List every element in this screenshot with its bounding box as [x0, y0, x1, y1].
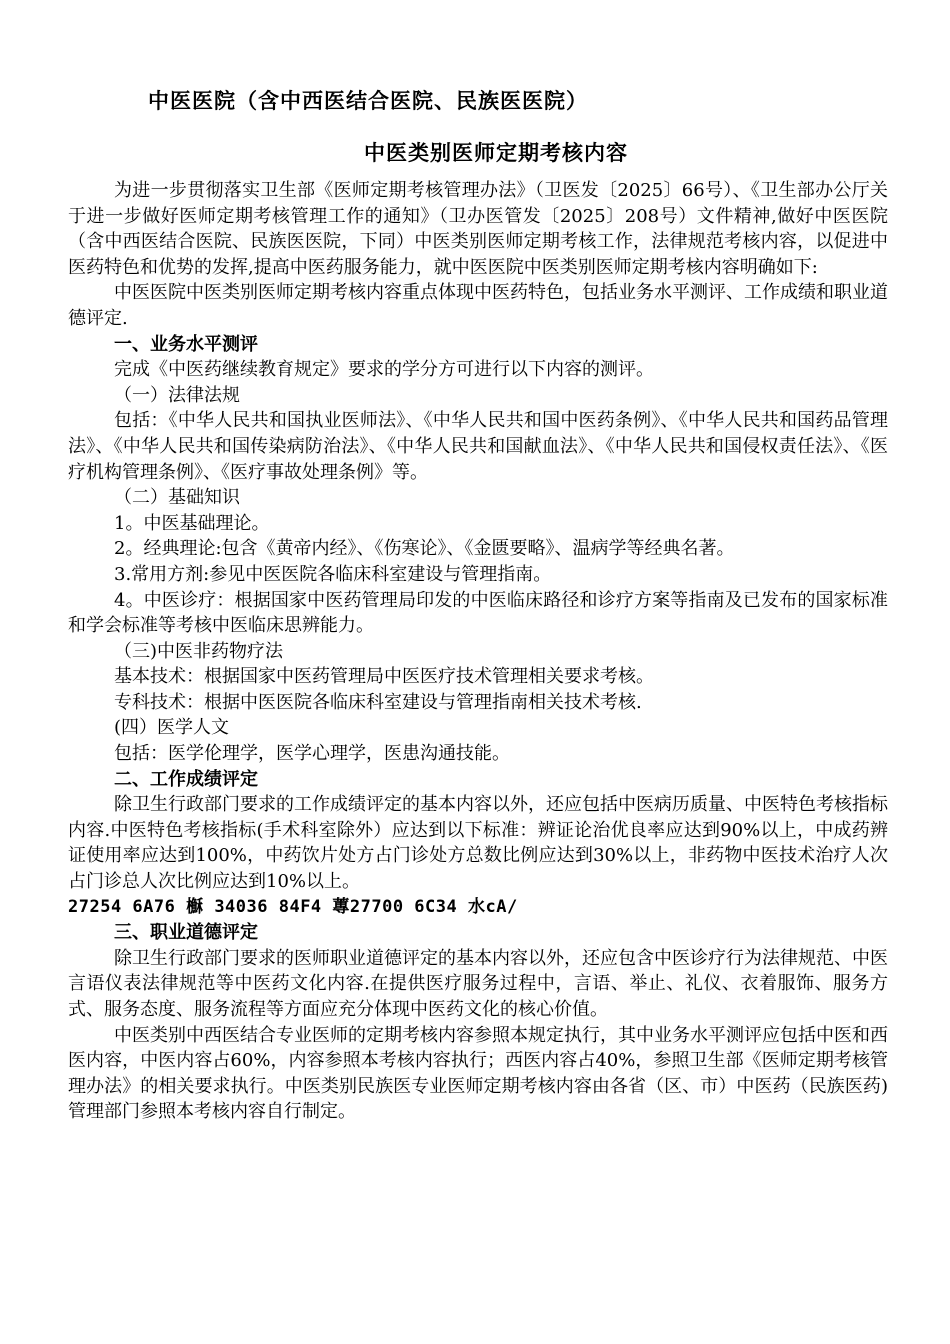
subsection2-heading: （二）基础知识: [114, 487, 240, 509]
section1-intro: 完成《中医药继续教育规定》要求的学分方可进行以下内容的测评。: [114, 359, 654, 381]
subsection1-heading: （一）法律法规: [114, 384, 240, 406]
subsection3-heading: （三)中医非药物疗法: [114, 640, 284, 662]
subsection4-text: 包括：医学伦理学，医学心理学，医患沟通技能。: [114, 743, 510, 765]
section3-text: 除卫生行政部门要求的医师职业道德评定的基本内容以外，还应包含中医诊疗行为法律规范、中医言语仪表法律规范等中医药文化内容.在提供医疗服务过程中，言语、举止、礼仪、衣着服饰、服务方式、服务态度、服务流程等方面应充分体现中医药文化的核心价值。: [68, 947, 888, 1020]
section1-heading: 一、业务水平测评: [114, 333, 258, 355]
document-page: [68, 82, 888, 1125]
subsection1-text: 包括：《中华人民共和国执业医师法》、《中华人民共和国中医药条例》、《中华人民共和国药品管理法》、《中华人民共和国传染病防治法》、《中华人民共和国献血法》、《中华人民共和国侵权责任法》、《医疗机构管理条例》、《医疗事故处理条例》等。: [68, 410, 888, 483]
subsection3-basic: 基本技术：根据国家中医药管理局中医医疗技术管理相关要求考核。: [114, 666, 654, 688]
document-title-line2: 中医类别医师定期考核内容: [364, 141, 628, 165]
intro-paragraph-2: 中医医院中医类别医师定期考核内容重点体现中医药特色，包括业务水平测评、工作成绩和职业道德评定.: [68, 282, 888, 329]
section2-text: 除卫生行政部门要求的工作成绩评定的基本内容以外，还应包括中医病历质量、中医特色考核指标内容.中医特色考核指标(手术科室除外）应达到以下标准：辨证论治优良率应达到90%以上，中成药辨证使用率应达到100%，中药饮片处方占门诊处方总数比例应达到30%以上，非药物中医技术治疗人次占门诊总人次比例应达到10%以上。: [68, 794, 888, 893]
subsection3-special: 专科技术：根据中医医院各临床科室建设与管理指南相关技术考核.: [114, 691, 642, 713]
garbled-code-line: 27254 6A76 櫯 34036 84F4 蓴27700 6C34 水cA/: [68, 896, 518, 917]
subsection2-item-1: 1。中医基础理论。: [114, 512, 270, 534]
section3-heading: 三、职业道德评定: [114, 922, 258, 944]
subsection2-item-4: 4。中医诊疗：根据国家中医药管理局印发的中医临床路径和诊疗方案等指南及已发布的国家标准和学会标准等考核中医临床思辨能力。: [68, 589, 888, 637]
subsection2-item-3: 3.常用方剂:参见中医医院各临床科室建设与管理指南。: [114, 563, 552, 585]
subsection4-heading: (四）医学人文: [114, 717, 230, 739]
subsection2-item-2: 2。经典理论:包含《黄帝内经》、《伤寒论》、《金匮要略》、温病学等经典名著。: [114, 538, 735, 560]
section2-heading: 二、工作成绩评定: [114, 768, 258, 790]
intro-paragraph-1: 为进一步贯彻落实卫生部《医师定期考核管理办法》（卫医发〔2025〕66号）、《卫生部办公厅关于进一步做好医师定期考核管理工作的通知》（卫办医管发〔2025〕208号）文件精神,做好中医医院（含中西医结合医院、民族医医院，下同）中医类别医师定期考核工作，法律规范考核内容，以促进中医药特色和优势的发挥,提高中医药服务能力，就中医医院中医类别医师定期考核内容明确如下:: [68, 180, 888, 278]
closing-paragraph: 中医类别中西医结合专业医师的定期考核内容参照本规定执行，其中业务水平测评应包括中医和西医内容，中医内容占60%，内容参照本考核内容执行；西医内容占40%，参照卫生部《医师定期考核管理办法》的相关要求执行。中医类别民族医专业医师定期考核内容由各省（区、市）中医药（民族医药)管理部门参照本考核内容自行制定。: [68, 1024, 888, 1123]
document-title-line1: 中医医院（含中西医结合医院、民族医医院）: [148, 89, 588, 113]
